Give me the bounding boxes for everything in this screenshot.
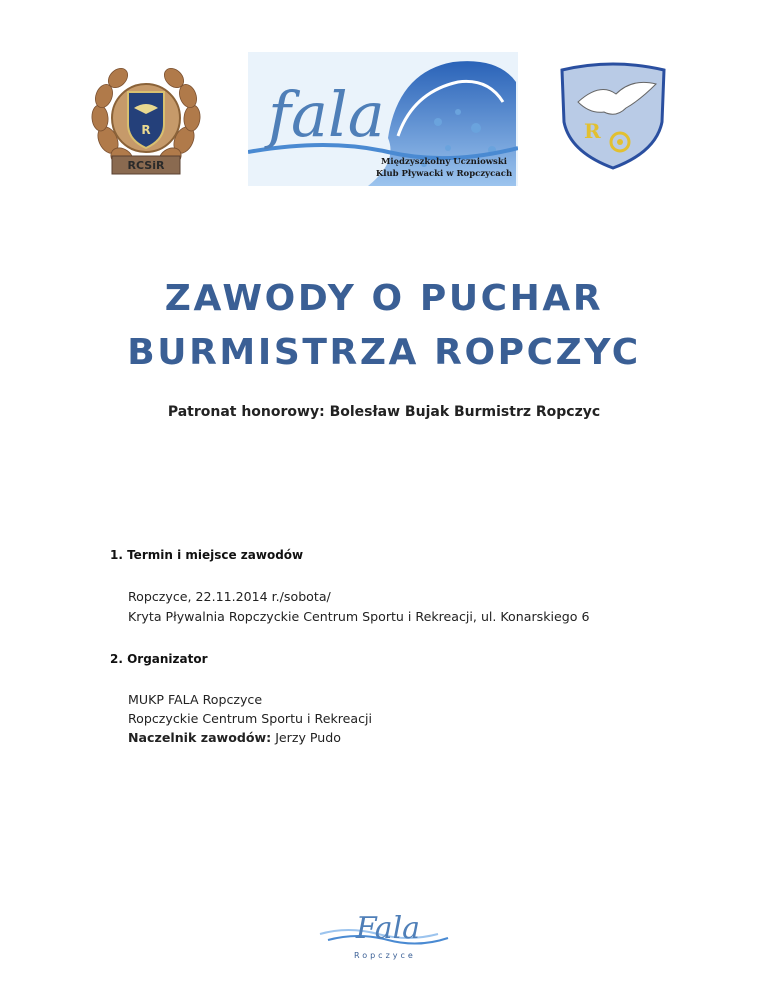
chief-official-label: Naczelnik zawodów: [128,730,272,745]
section-heading-date-place: 1. Termin i miejsce zawodów [110,548,304,562]
honorary-patronage: Patronat honorowy: Bolesław Bujak Burmistrz Ropczyc [167,404,601,420]
title-line-2: BURMISTRZA ROPCZYC [127,332,641,373]
svg-text:Międzyszkolny Uczniowski: Międzyszkolny Uczniowski [381,157,507,167]
rcsir-logo [88,60,204,182]
organizer-line-2: Ropczyckie Centrum Sportu i Rekreacji [128,711,373,726]
svg-text:Klub Pływacki w Ropczycach: Klub Pływacki w Ropczycach [375,169,513,179]
organizer-line-1: MUKP FALA Ropczyce [128,692,263,707]
svg-text:RCSiR: RCSiR [127,159,165,172]
date-line: Ropczyce, 22.11.2014 r./sobota/ [128,589,331,604]
svg-text:R: R [141,123,151,137]
ropczyce-shield-logo [556,62,670,170]
svg-text:R: R [584,119,601,143]
chief-official-line [128,730,341,745]
svg-text:Ropczyce: Ropczyce [354,951,416,960]
fala-club-logo [248,52,518,186]
chief-official-name: Jerzy Pudo [275,730,341,745]
section-heading-organizer: 2. Organizator [110,652,208,666]
svg-text:Fala: Fala [355,911,421,946]
title-line-1: ZAWODY O PUCHAR [164,278,604,319]
fala-footer-logo [318,908,458,962]
svg-text:fala: fala [268,78,385,151]
venue-line: Kryta Pływalnia Ropczyckie Centrum Sportu i Rekreacji, ul. Konarskiego 6 [128,609,590,624]
page-title [0,272,768,380]
